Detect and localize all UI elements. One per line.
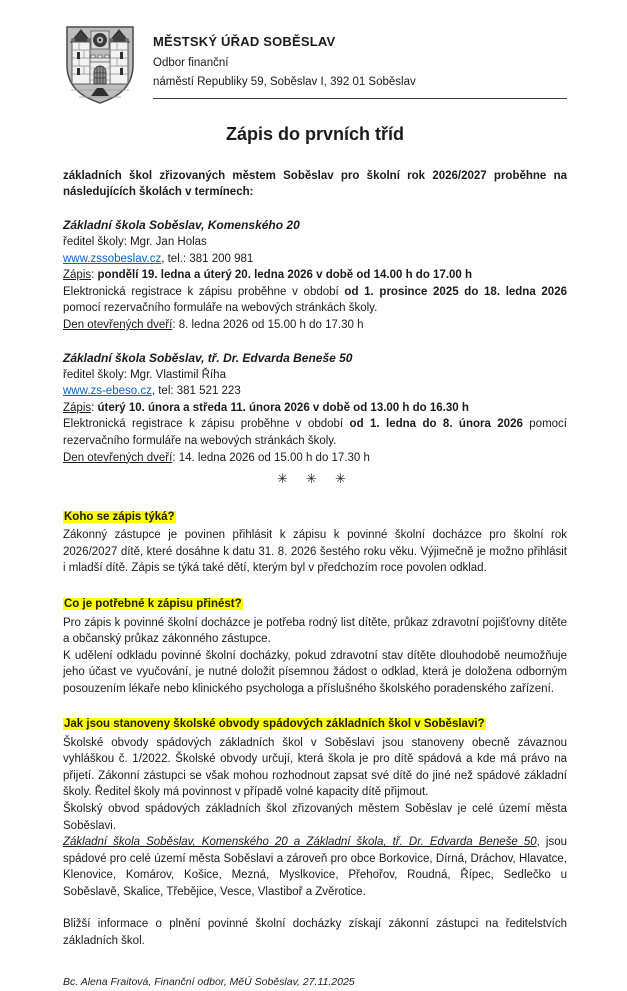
open-day-label: Den otevřených dveří <box>63 451 173 464</box>
section-heading-who: Koho se zápis týká? <box>64 510 175 523</box>
enrollment-label: Zápis <box>63 401 92 414</box>
soběslav-coat-of-arms-icon <box>63 24 137 106</box>
registration-period: od 1. ledna do 8. února 2026 <box>349 418 523 431</box>
enrollment-date-line: Zápis: úterý 10. února a středa 11. února 2026 v době od 13.00 h do 16.30 h <box>63 401 469 414</box>
section-body-what-to-bring-2: K udělení odkladu povinné školní docházky, pokud zdravotní stav dítěte dlouhodobě neumožňuje jeho účast ve vyučování, je nutné doložit písemnou žádost o odklad, která je doložena odborným posouzením lékaře nebo klinického psychologa a příslušného školského poradenského zařízení. <box>63 649 567 695</box>
section-heading-what-to-bring: Co je potřebné k zápisu přinést? <box>64 598 242 610</box>
page-title: Zápis do prvních tříd <box>225 124 404 144</box>
section-body-districts-1: Školské obvody spádových základních škol v Soběslavi jsou stanoveny obecně závaznou vyhláškou č. 1/2022. Školské obvody určují, která škola je pro dítě spádová a kde má právo na přijetí. Zákonní zástupci se však mohou rozhodnout zapsat své dítě do jiné než spádové základní školy. Ředitel školy má povinnost v případě volné kapacity dítě přijmout. <box>63 736 567 799</box>
open-day-date: 14. ledna 2026 od 15.00 h do 17.30 h <box>178 451 370 464</box>
open-day-label: Den otevřených dveří <box>63 319 173 331</box>
school-phone: , tel.: 381 200 981 <box>161 252 254 265</box>
open-day-date: 8. ledna 2026 od 15.00 h do 17.30 h <box>178 319 364 331</box>
school-block-komenskeho <box>63 217 567 334</box>
registration-line: Elektronická registrace k zápisu proběhne v období od 1. ledna do 8. února 2026 pomocí rezervačního formuláře na webových stránkách školy. <box>63 418 567 447</box>
closing-paragraph: Bližší informace o plnění povinné školní docházky získají zákonní zástupci na ředitelstvích základních škol. <box>63 918 567 947</box>
section-body-districts-2: Školský obvod spádových základních škol zřizovaných městem Soběslav je celé území města Soběslavi. <box>63 803 567 832</box>
enrollment-date-line: Zápis: pondělí 19. ledna a úterý 20. ledna 2026 v době od 14.00 h do 17.00 h <box>63 269 473 282</box>
school-director-line: ředitel školy: Mgr. Vlastimil Říha <box>63 368 226 381</box>
registration-period: od 1. prosince 2025 do 18. ledna 2026 <box>344 285 567 298</box>
school-contact-line <box>63 251 567 268</box>
department-name: Odbor finanční <box>153 56 229 69</box>
school-name: Základní škola Soběslav, Komenského 20 <box>63 218 300 232</box>
school-phone: , tel: 381 521 223 <box>151 385 241 398</box>
registration-line: Elektronická registrace k zápisu proběhne v období od 1. prosince 2025 do 18. ledna 2026 pomocí rezervačního formuláře na webových stránkách školy. <box>63 285 567 315</box>
section-heading-districts: Jak jsou stanoveny školské obvody spádových základních škol v Soběslavi? <box>64 718 485 731</box>
school-website-link[interactable]: www.zssobeslav.cz <box>63 252 162 265</box>
enrollment-label: Zápis <box>63 269 92 282</box>
enrollment-dates: pondělí 19. ledna a úterý 20. ledna 2026 v době od 14.00 h do 17.00 h <box>97 269 473 282</box>
school-block-benese <box>63 350 567 467</box>
asterisk-separator: ✳ ✳ ✳ <box>277 472 353 488</box>
school-contact-line <box>63 383 567 400</box>
document-header <box>63 24 567 106</box>
enrollment-dates: úterý 10. února a středa 11. února 2026 v době od 13.00 h do 16.30 h <box>97 401 469 414</box>
district-school-names: Základní škola Soběslav, Komenského 20 a Základní škola, tř. Dr. Edvarda Beneše 50 <box>63 836 537 849</box>
office-address: náměstí Republiky 59, Soběslav I, 392 01 Soběslav <box>153 76 416 89</box>
school-director-line: ředitel školy: Mgr. Jan Holas <box>63 236 207 249</box>
intro-paragraph: základních škol zřizovaných městem Soběslav pro školní rok 2026/2027 proběhne na následujících školách v termínech: <box>63 169 567 199</box>
school-name: Základní škola Soběslav, tř. Dr. Edvarda Beneše 50 <box>63 350 353 365</box>
header-text-block <box>153 24 567 99</box>
office-name: MĚSTSKÝ ÚŘAD SOBĚSLAV <box>153 34 336 49</box>
signature-line: Bc. Alena Fraitová, Finanční odbor, MěÚ Soběslav, 27.11.2025 <box>63 976 355 989</box>
school-website-link[interactable]: www.zs-ebeso.cz <box>63 385 152 398</box>
open-day-line: Den otevřených dveří: 14. ledna 2026 od 15.00 h do 17.30 h <box>63 451 370 464</box>
section-body-districts-3: Základní škola Soběslav, Komenského 20 a Základní škola, tř. Dr. Edvarda Beneše 50, jsou spádové pro celé území města Soběslavi a zároveň pro obce Borkovice, Dírná, Dráchov, Hlavatce, Klenovice, Komárov, Košice, Mezná, Myslkovice, Přehořov, Roudná, Řípec, Sedlečko u Soběslavě, Skalice, Třebějice, Vesce, Vlastiboř a Zvěrotice. <box>63 836 567 898</box>
section-body-what-to-bring-1: Pro zápis k povinné školní docházce je potřeba rodný list dítěte, průkaz zdravotní pojišťovny dítěte a občanský průkaz zákonného zástupce. <box>63 616 567 646</box>
section-body-who: Zákonný zástupce je povinen přihlásit k zápisu k povinné školní docházce pro školní rok 2026/2027 dítě, které dosáhne k datu 31. 8. 2026 šestého roku věku. Výjimečně je možno přihlásit i mladší dítě. Zápis se týká také dětí, kterým byl v předchozím roce povolen odklad. <box>63 529 567 575</box>
open-day-line: Den otevřených dveří: 8. ledna 2026 od 15.00 h do 17.30 h <box>63 319 364 331</box>
